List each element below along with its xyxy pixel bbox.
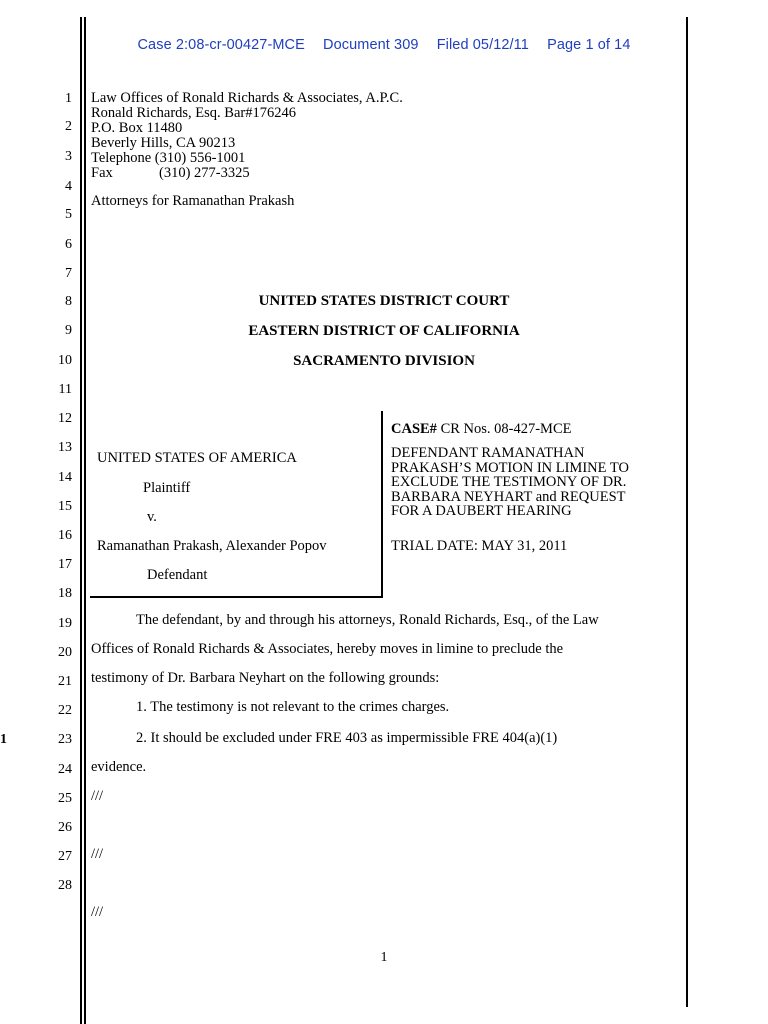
- line-number: 16: [58, 528, 72, 543]
- left-margin-line-outer: [80, 17, 82, 1024]
- plaintiff-name: UNITED STATES OF AMERICA: [97, 450, 297, 466]
- line-number: 24: [58, 762, 72, 777]
- body-paragraph-line-2: Offices of Ronald Richards & Associates, hereby moves in limine to preclude the: [91, 641, 564, 657]
- court-division: SACRAMENTO DIVISION: [293, 353, 475, 369]
- attorneys-for: Attorneys for Ramanathan Prakash: [91, 193, 295, 209]
- motion-title-line: BARBARA NEYHART and REQUEST: [391, 488, 626, 505]
- line-number: 2: [65, 119, 72, 134]
- filed-date-header: Filed 05/12/11: [436, 37, 529, 53]
- city-state-zip: Beverly Hills, CA 90213: [91, 135, 236, 151]
- line-number: 26: [58, 820, 72, 835]
- ground-2: 2. It should be excluded under FRE 403 as impermissible FRE 404(a)(1): [136, 730, 558, 746]
- motion-title-line: DEFENDANT RAMANATHAN: [391, 445, 585, 461]
- line-number: 6: [65, 237, 72, 252]
- defendant-label: Defendant: [147, 567, 208, 583]
- motion-title-line: PRAKASH’S MOTION IN LIMINE TO: [391, 459, 629, 476]
- motion-title-line: FOR A DAUBERT HEARING: [391, 503, 572, 519]
- line-number: 21: [58, 674, 72, 689]
- line-number: 1: [65, 91, 72, 106]
- case-number-header: Case 2:08-cr-00427-MCE: [137, 37, 305, 53]
- ecf-header: [0, 37, 768, 53]
- line-number: 17: [58, 557, 72, 572]
- line-number: 13: [58, 440, 72, 455]
- fax-label: Fax: [91, 165, 113, 181]
- caption-vertical-rule: [381, 411, 383, 597]
- ground-2-continued: evidence.: [91, 759, 147, 775]
- line-number: 23: [58, 732, 72, 747]
- defendant-names: Ramanathan Prakash, Alexander Popov: [97, 538, 327, 554]
- section-separator: ///: [91, 788, 104, 804]
- line-number: 19: [58, 616, 72, 631]
- line-number: 28: [58, 878, 72, 893]
- line-number: 7: [65, 266, 72, 281]
- page-number: 1: [380, 950, 388, 965]
- line-number: 4: [65, 179, 72, 194]
- trial-date: TRIAL DATE: MAY 31, 2011: [391, 538, 568, 554]
- case-label: CASE#: [391, 421, 437, 437]
- line-number: 10: [58, 353, 72, 368]
- firm-name: Law Offices of Ronald Richards & Associates, A.P.C.: [91, 90, 403, 106]
- line-number: 20: [58, 645, 72, 660]
- motion-title-line: EXCLUDE THE TESTIMONY OF DR.: [391, 474, 627, 490]
- po-box: P.O. Box 11480: [91, 120, 183, 136]
- line-number: 25: [58, 791, 72, 806]
- attorney-block: [91, 91, 403, 181]
- body-paragraph-line-1: The defendant, by and through his attorneys, Ronald Richards, Esq., of the Law: [136, 612, 599, 628]
- line-number: 15: [58, 499, 72, 514]
- court-district: EASTERN DISTRICT OF CALIFORNIA: [248, 323, 520, 339]
- versus: v.: [147, 509, 157, 525]
- line-number: 22: [58, 703, 72, 718]
- line-number: 11: [58, 382, 72, 397]
- line-number: 3: [65, 149, 72, 164]
- line-number: 18: [58, 586, 72, 601]
- side-margin-mark: 1: [0, 732, 7, 747]
- motion-title: [391, 446, 629, 519]
- ground-1: 1. The testimony is not relevant to the crimes charges.: [136, 699, 450, 715]
- line-number: 8: [65, 294, 72, 309]
- line-number: 14: [58, 470, 72, 485]
- fax-line: [91, 166, 403, 181]
- section-separator: ///: [91, 846, 104, 862]
- document-number-header: Document 309: [323, 37, 419, 53]
- case-number-line: [391, 421, 571, 438]
- line-number: 27: [58, 849, 72, 864]
- caption-horizontal-rule: [90, 596, 383, 598]
- telephone: Telephone (310) 556-1001: [91, 150, 246, 166]
- body-paragraph-line-3: testimony of Dr. Barbara Neyhart on the following grounds:: [91, 670, 440, 686]
- left-margin-line-inner: [84, 17, 86, 1024]
- fax-number: (310) 277-3325: [159, 165, 250, 181]
- right-margin-line: [686, 17, 688, 1007]
- section-separator: ///: [91, 904, 104, 920]
- page-count-header: Page 1 of 14: [547, 37, 631, 53]
- line-number: 12: [58, 411, 72, 426]
- attorney-name: Ronald Richards, Esq. Bar#176246: [91, 105, 296, 121]
- court-name: UNITED STATES DISTRICT COURT: [258, 293, 510, 309]
- case-number: CR Nos. 08-427-MCE: [436, 421, 572, 437]
- plaintiff-label: Plaintiff: [143, 480, 191, 496]
- line-number: 9: [65, 323, 72, 338]
- line-number: 5: [65, 207, 72, 222]
